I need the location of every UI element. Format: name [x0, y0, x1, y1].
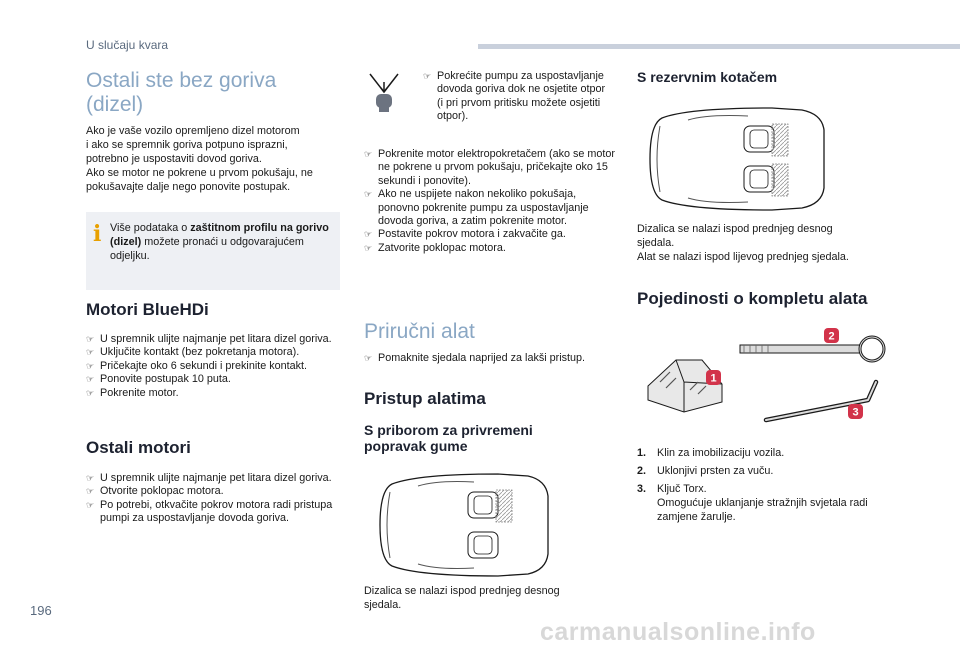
- spare-wheel-title: S rezervnim kotačem: [637, 69, 778, 85]
- car-diagram-spare-wheel: [648, 106, 826, 212]
- pointer-bullet-icon: ☞: [364, 189, 373, 200]
- restart-steps: [364, 148, 618, 255]
- info-icon: i: [93, 221, 102, 247]
- car-diagram-repair-kit: [378, 472, 550, 578]
- pointer-bullet-icon: ☞: [364, 149, 373, 159]
- svg-text:2: 2: [828, 330, 835, 343]
- header-bar: [478, 44, 960, 49]
- other-engines-steps: [86, 472, 340, 526]
- list-item: 2. Uklonjivi prsten za vuču.: [637, 465, 774, 477]
- pointer-bullet-icon: ☞: [364, 229, 373, 240]
- pointer-bullet-icon: ☞: [86, 473, 95, 483]
- intro-paragraph: Ako je vaše vozilo opremljeno dizel motorom i ako se spremnik goriva potpuno isprazni, potrebno je uspostaviti dovod goriva. Ako se motor ne pokrene u prvom pokušaju, ne pokušavajte dalje nego ponovite postupak.: [86, 125, 313, 193]
- info-box: [86, 212, 340, 290]
- svg-text:3: 3: [852, 406, 859, 419]
- list-item: ☞ Po potrebi, otkvačite pokrov motora radi pristupa pumpi za uspostavljanje dovoda goriva.: [86, 498, 333, 525]
- towing-eye-icon: [740, 337, 884, 361]
- pointer-bullet-icon: ☞: [86, 499, 95, 510]
- kit-items-list: [637, 446, 887, 528]
- info-text: Više podataka o zaštitnom profilu na gorivo (dizel) možete pronaći u odgovarajućem odjeljku.: [110, 222, 329, 262]
- kit-details-title: Pojedinosti o kompletu alata: [637, 289, 868, 308]
- list-item: ☞ Postavite pokrov motora i zakvačite ga.: [364, 228, 566, 241]
- list-item: ☞ Uključite kontakt (bez pokretanja motora).: [86, 346, 300, 359]
- other-engines-title: Ostali motori: [86, 438, 191, 457]
- list-item: 1. Klin za imobilizaciju vozila.: [637, 447, 785, 459]
- list-item: ☞ Zatvorite poklopac motora.: [364, 241, 506, 254]
- pointer-bullet-icon: ☞: [86, 374, 95, 385]
- pointer-bullet-icon: ☞: [364, 242, 373, 253]
- pointer-bullet-icon: ☞: [86, 486, 95, 497]
- pointer-bullet-icon: ☞: [86, 387, 95, 398]
- wheel-chock-icon: [648, 360, 722, 412]
- page-number: 196: [30, 603, 52, 618]
- callout-badge-2: [824, 328, 839, 343]
- list-item: ☞ U spremnik ulijte najmanje pet litara dizel goriva.: [86, 333, 332, 345]
- svg-text:1: 1: [710, 372, 717, 385]
- spare-wheel-caption: Dizalica se nalazi ispod prednjeg desnog sjedala. Alat se nalazi ispod lijevog prednjeg sjedala.: [637, 223, 849, 263]
- pointer-bullet-icon: ☞: [86, 360, 95, 371]
- tools-title: Priručni alat: [364, 320, 475, 343]
- watermark: carmanualsonline.info: [540, 618, 816, 646]
- fuel-title: Ostali ste bez goriva (dizel): [86, 69, 277, 116]
- callout-badge-1: [706, 370, 721, 385]
- pointer-bullet-icon: ☞: [364, 353, 373, 363]
- repair-kit-caption: Dizalica se nalazi ispod prednjeg desnog sjedala.: [364, 585, 560, 611]
- list-item: ☞ Pomaknite sjedala naprijed za lakši pristup.: [364, 352, 586, 364]
- access-tools-title: Pristup alatima: [364, 389, 486, 408]
- bluehdi-title: Motori BlueHDi: [86, 300, 209, 319]
- list-item: ☞ U spremnik ulijte najmanje pet litara dizel goriva.: [86, 472, 332, 484]
- pump-hand-icon: [364, 70, 404, 114]
- list-item: ☞ Otvorite poklopac motora.: [86, 485, 224, 498]
- list-item: ☞ Ponovite postupak 10 puta.: [86, 373, 231, 386]
- pointer-bullet-icon: ☞: [86, 347, 95, 358]
- list-item: ☞ Pokrenite motor elektropokretačem (ako se motor ne pokrene u prvom pokušaju, pričekajte oko 15 sekundi i ponovite).: [364, 148, 616, 187]
- bluehdi-steps: [86, 333, 340, 400]
- list-item: 3. Ključ Torx. Omogućuje uklanjanje stražnjih svjetala radi zamjene žarulje.: [637, 483, 868, 523]
- pointer-bullet-icon: ☞: [423, 71, 432, 81]
- pump-step: [423, 70, 611, 124]
- callout-badge-3: [848, 404, 863, 419]
- repair-kit-title: S priborom za privremeni popravak gume: [364, 422, 533, 454]
- list-item: ☞ Pokrećite pumpu za uspostavljanje dovoda goriva dok ne osjetite otpor (i pri prvom pritisku možete osjetiti otpor).: [423, 70, 606, 123]
- tool-kit-illustration: [640, 320, 890, 430]
- section-header: U slučaju kvara: [86, 38, 169, 52]
- list-item: ☞ Pokrenite motor.: [86, 386, 179, 399]
- list-item: ☞ Ako ne uspijete nakon nekoliko pokušaja, ponovno pokrenite pumpu za uspostavljanje dovoda goriva, a zatim pokrenite motor.: [364, 188, 589, 228]
- pointer-bullet-icon: ☞: [86, 334, 95, 344]
- list-item: ☞ Pričekajte oko 6 sekundi i prekinite kontakt.: [86, 359, 308, 372]
- tools-step: [364, 352, 618, 365]
